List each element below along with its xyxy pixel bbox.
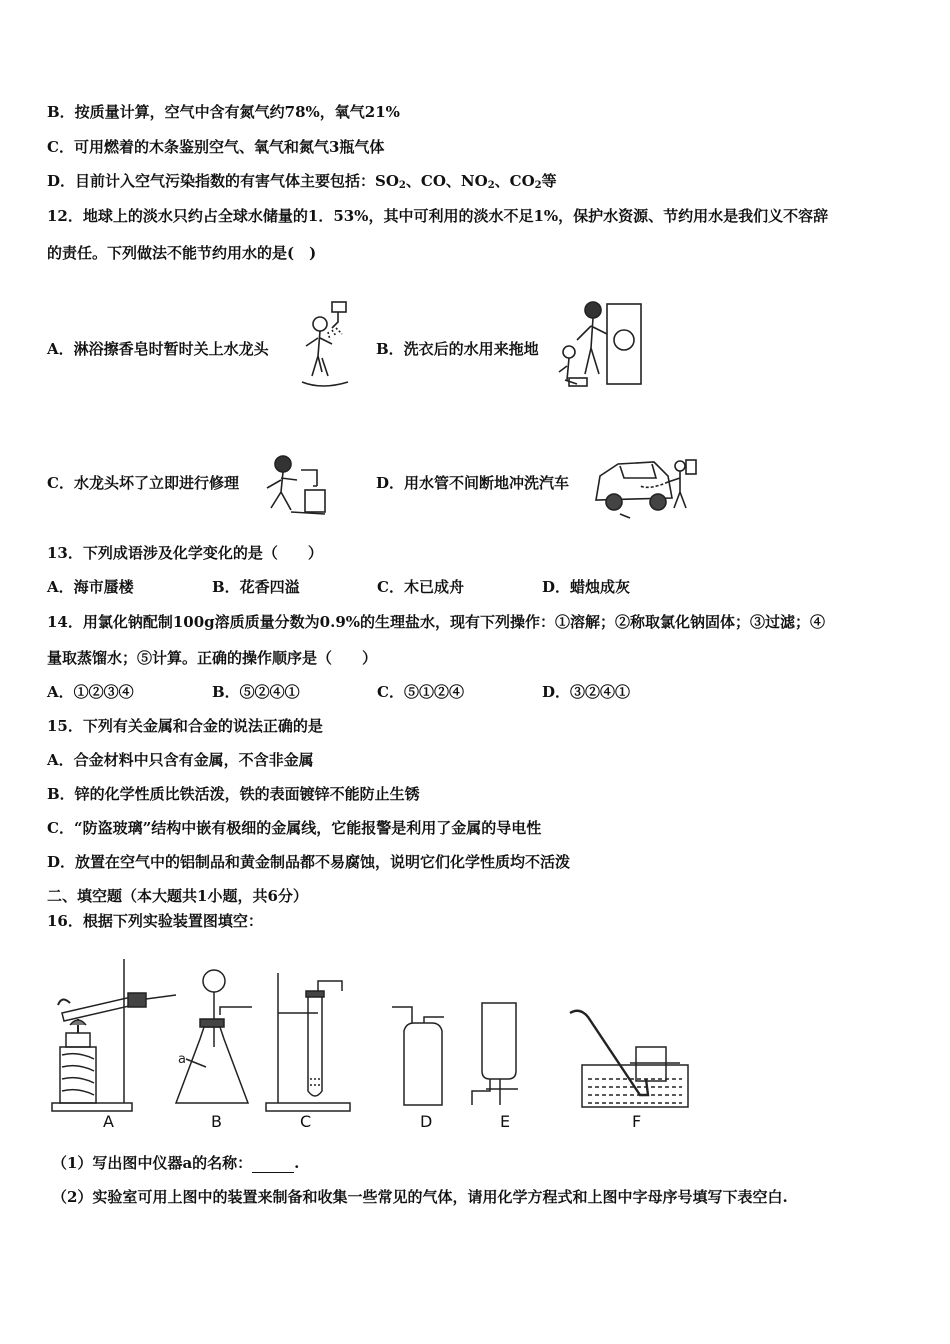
q16-stem: 16．根据下列实验装置图填空： (47, 912, 263, 930)
q13-option-d: D．蜡烛成灰 (542, 578, 631, 596)
q16-sub2: （2）实验室可用上图中的装置来制备和收集一些常见的气体，请用化学方程式和上图中字母序号填写下表空白. (52, 1188, 788, 1206)
answer-blank[interactable] (252, 1158, 294, 1173)
label-b: B (211, 1112, 222, 1131)
q11-option-d: D．目前计入空气污染指数的有害气体主要包括：$SO_2$、CO、$NO_2$、$CO_2$等 (47, 172, 557, 191)
apparatus-letter-a: a (178, 1052, 186, 1067)
label-a: A (103, 1112, 114, 1131)
q11-option-b: B．按质量计算，空气中含有氮气约78%，氧气21% (47, 103, 400, 121)
label-c: C (300, 1112, 312, 1131)
label-d: D (420, 1112, 433, 1131)
q12-option-a: A．淋浴擦香皂时暂时关上水龙头 (47, 340, 269, 358)
q15-stem: 15．下列有关金属和合金的说法正确的是 (47, 717, 323, 735)
label-f: F (632, 1112, 642, 1131)
q15-option-c: C．“防盗玻璃”结构中嵌有极细的金属线，它能报警是利用了金属的导电性 (47, 819, 542, 837)
apparatus-c (266, 973, 350, 1111)
q13-stem: 13．下列成语涉及化学变化的是（ ） (47, 544, 323, 562)
laundry-illustration (555, 296, 645, 392)
apparatus-e (472, 1003, 518, 1105)
apparatus-b (176, 970, 252, 1103)
q12-stem-line1: 12．地球上的淡水只约占全球水储量的1．53%，其中可利用的淡水不足1%，保护水资源、节约用水是我们义不容辞 (47, 207, 829, 225)
car-washing-illustration (590, 440, 702, 524)
q12-option-c: C．水龙头坏了立即进行修理 (47, 474, 239, 492)
faucet-repair-illustration (261, 450, 329, 520)
q13-option-c: C．木已成舟 (377, 578, 464, 596)
q11-option-c: C．可用燃着的木条鉴别空气、氧气和氮气3瓶气体 (47, 138, 385, 156)
apparatus-figure (40, 945, 720, 1135)
q14-stem-line1: 14．用氯化钠配制100g溶质质量分数为0.9%的生理盐水，现有下列操作：①溶解；②称取氯化钠固体；③过滤；④ (47, 613, 826, 631)
apparatus-f (570, 1011, 688, 1107)
q15-option-d: D．放置在空气中的铝制品和黄金制品都不易腐蚀，说明它们化学性质均不活泼 (47, 853, 571, 871)
label-e: E (500, 1112, 511, 1131)
q13-option-b: B．花香四溢 (212, 578, 300, 596)
q14-option-b: B．⑤②④① (212, 683, 300, 701)
q13-option-a: A．海市蜃楼 (47, 578, 134, 596)
q12-option-b: B．洗衣后的水用来拖地 (376, 340, 539, 358)
q12-option-d: D．用水管不间断地冲洗汽车 (376, 474, 570, 492)
q12-stem-line2: 的责任。下列做法不能节约用水的是( ) (47, 244, 317, 262)
apparatus-d (392, 1007, 444, 1105)
q14-option-d: D．③②④① (542, 683, 631, 701)
q16-sub1: （1）写出图中仪器a的名称： . (52, 1154, 300, 1172)
q14-option-c: C．⑤①②④ (377, 683, 464, 701)
apparatus-a (52, 959, 176, 1111)
q15-option-b: B．锌的化学性质比铁活泼，铁的表面镀锌不能防止生锈 (47, 785, 420, 803)
q15-option-a: A．合金材料中只含有金属，不含非金属 (47, 751, 314, 769)
section-title: 二、填空题（本大题共1小题，共6分） (47, 887, 308, 905)
q14-stem-line2: 量取蒸馏水；⑤计算。正确的操作顺序是（ ） (47, 649, 378, 667)
q14-option-a: A．①②③④ (47, 683, 134, 701)
shower-illustration (292, 298, 354, 390)
